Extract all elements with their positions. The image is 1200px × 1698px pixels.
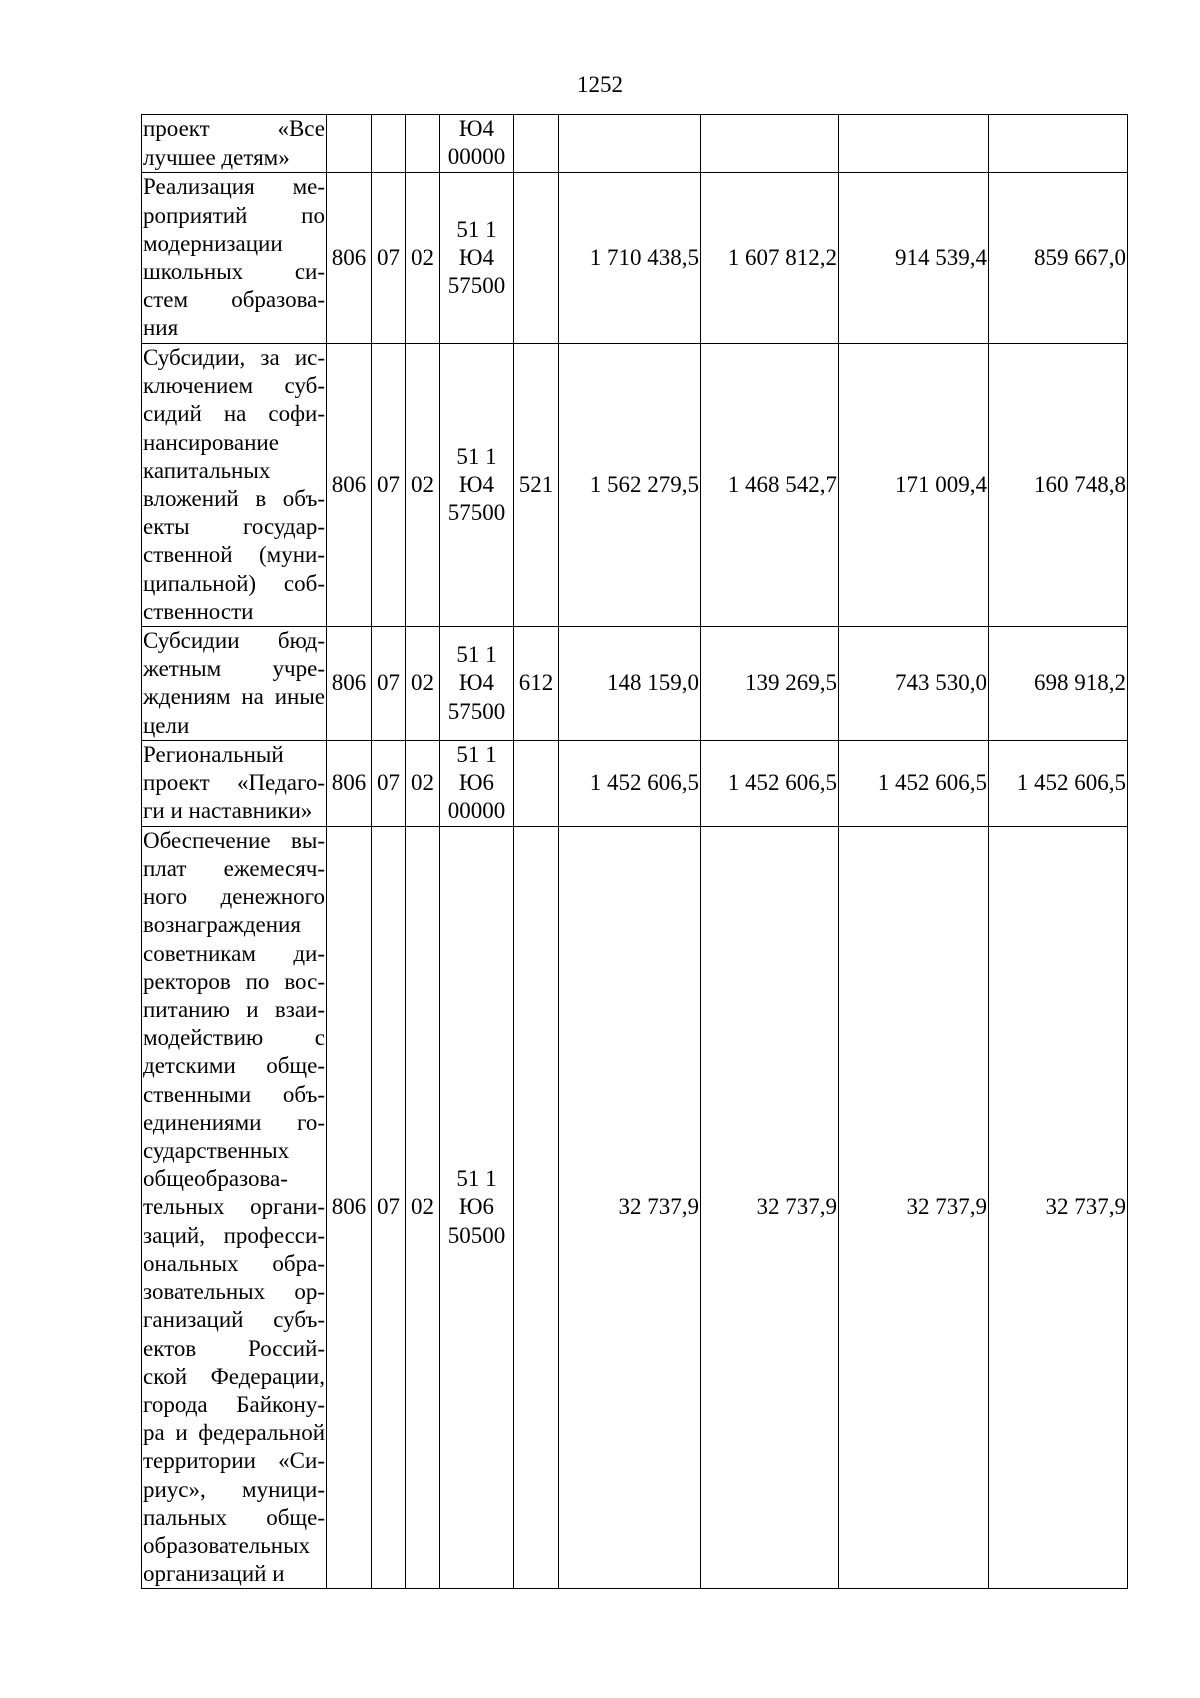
row-name-line: Субсидии бюд- [143,628,325,654]
row-name-line: ключением суб- [143,373,325,399]
row-name-line: вознаграждения [143,912,301,938]
amount-4: 698 918,2 [989,627,1128,741]
amount-4: 859 667,0 [989,173,1128,344]
amount-1: 148 159,0 [559,627,701,741]
row-name-line: тельных органи- [143,1194,325,1220]
code-vr [514,115,559,173]
row-name-line: вложений в объ- [143,486,325,512]
row-name-line: ональных обра- [143,1250,325,1276]
row-name-line: ектов Россий- [143,1335,325,1361]
row-name-line: Региональный [143,742,284,768]
row-name-line: лучшее детям» [143,144,290,170]
code-pr: 02 [406,826,440,1588]
amount-1: 32 737,9 [559,826,701,1588]
row-name-line: сударственных [143,1138,290,1164]
row-name-line: ской Федерации, [143,1363,325,1389]
code-pr: 02 [406,344,440,627]
code-vr [514,740,559,826]
amount-2: 139 269,5 [701,627,839,741]
amount-4: 32 737,9 [989,826,1128,1588]
amount-3: 914 539,4 [839,173,989,344]
code-csr [440,627,514,741]
row-name [142,344,327,627]
code-csr-line: 51 1 [456,216,497,242]
amount-3: 1 452 606,5 [839,740,989,826]
row-name-line: ния [143,315,179,341]
row-name-line: единениями го- [143,1109,325,1135]
row-name-line: сидий на софи- [143,401,325,427]
code-vr: 612 [514,627,559,741]
row-name-line: жетным учре- [143,656,325,682]
row-name-line: ного денежного [143,884,325,910]
code-gl: 806 [327,826,372,1588]
code-gl: 806 [327,173,372,344]
amount-2: 1 607 812,2 [701,173,839,344]
code-rz: 07 [372,627,406,741]
row-name-line: ципальной) соб- [143,570,325,596]
table-row [142,115,1128,173]
row-name-line: организаций и [143,1561,285,1587]
code-csr-line: Ю4 [458,471,495,497]
row-name-line: риус», муници- [143,1476,325,1502]
code-csr-line: 57500 [447,698,506,724]
code-rz [372,115,406,173]
row-name-line: модействию с [143,1025,325,1051]
amount-3: 171 009,4 [839,344,989,627]
code-csr-line: 51 1 [456,742,497,768]
code-csr-line: Ю6 [458,770,495,796]
row-name-line: екты государ- [143,514,325,540]
table-body [142,115,1128,1589]
code-pr: 02 [406,627,440,741]
code-csr-line: 50500 [447,1222,506,1248]
code-rz: 07 [372,173,406,344]
row-name [142,627,327,741]
code-csr-line: 00000 [447,798,506,824]
amount-1: 1 562 279,5 [559,344,701,627]
code-csr-line: Ю4 [458,116,495,141]
row-name-line: пальных обще- [143,1504,325,1530]
row-name-line: заций, професси- [143,1222,325,1248]
row-name-line: цели [143,712,190,738]
row-name [142,740,327,826]
row-name-line: советникам ди- [143,940,325,966]
code-rz: 07 [372,826,406,1588]
row-name [142,115,327,173]
row-name-line: ждениям на иные [143,684,325,710]
table-row [142,826,1128,1588]
code-pr [406,115,440,173]
row-name-line: ра и федеральной [143,1420,325,1446]
row-name-line: Реализация ме- [143,174,325,200]
code-csr [440,173,514,344]
row-name-line: школьных си- [143,259,325,284]
row-name [142,173,327,344]
code-csr-line: 00000 [447,144,506,170]
row-name-line: зовательных ор- [143,1279,325,1305]
row-name-line: модернизации [143,230,283,256]
row-name-line: Обеспечение вы- [143,827,325,853]
row-name-line: нансирование [143,429,279,455]
row-name-line: плат ежемесяч- [143,856,325,882]
code-rz: 07 [372,740,406,826]
code-csr-line: 57500 [447,273,506,299]
code-vr: 521 [514,344,559,627]
code-gl [327,115,372,173]
code-vr [514,826,559,1588]
code-pr: 02 [406,740,440,826]
amount-1: 1 710 438,5 [559,173,701,344]
code-csr [440,826,514,1588]
code-csr-line: 57500 [447,500,506,526]
row-name-line: ственной (муни- [143,542,325,568]
amount-2: 1 468 542,7 [701,344,839,627]
row-name-line: ректоров по вос- [143,968,325,994]
table-row [142,173,1128,344]
amount-3 [839,115,989,173]
amount-2 [701,115,839,173]
amount-3: 743 530,0 [839,627,989,741]
row-name-line: ги и наставники» [143,798,313,824]
code-csr-line: Ю4 [458,244,495,270]
row-name [142,826,327,1588]
table-row [142,627,1128,741]
code-vr [514,173,559,344]
code-pr: 02 [406,173,440,344]
row-name-line: общеобразова- [143,1166,288,1192]
row-name-line: проект «Все [143,116,325,142]
amount-3: 32 737,9 [839,826,989,1588]
code-gl: 806 [327,740,372,826]
row-name-line: ственности [143,598,254,624]
code-gl: 806 [327,344,372,627]
amount-4: 1 452 606,5 [989,740,1128,826]
row-name-line: образовательных [143,1532,311,1558]
row-name-line: территории «Си- [143,1448,325,1474]
budget-table [141,114,1128,1589]
row-name-line: капитальных [143,457,271,483]
row-name-line: проект «Педаго- [143,770,325,796]
amount-2: 1 452 606,5 [701,740,839,826]
table-row [142,344,1128,627]
row-name-line: города Байкону- [143,1391,325,1417]
code-csr [440,740,514,826]
code-csr-line: 51 1 [456,1166,497,1192]
row-name-line: ственными объ- [143,1081,325,1107]
row-name-line: роприятий по [143,202,325,228]
code-gl: 806 [327,627,372,741]
page-number: 1252 [577,72,623,97]
code-csr-line: Ю4 [458,670,495,696]
row-name-line: стем образова- [143,287,325,313]
amount-2: 32 737,9 [701,826,839,1588]
row-name-line: ганизаций субъ- [143,1307,325,1333]
row-name-line: питанию и взаи- [143,997,325,1023]
code-csr [440,115,514,173]
amount-1: 1 452 606,5 [559,740,701,826]
code-csr-line: Ю6 [458,1194,495,1220]
code-csr-line: 51 1 [456,443,497,469]
amount-4: 160 748,8 [989,344,1128,627]
code-csr [440,344,514,627]
row-name-line: Субсидии, за ис- [143,345,325,370]
amount-4 [989,115,1128,173]
code-rz: 07 [372,344,406,627]
table-row [142,740,1128,826]
row-name-line: детскими обще- [143,1053,325,1079]
amount-1 [559,115,701,173]
code-csr-line: 51 1 [456,642,497,668]
